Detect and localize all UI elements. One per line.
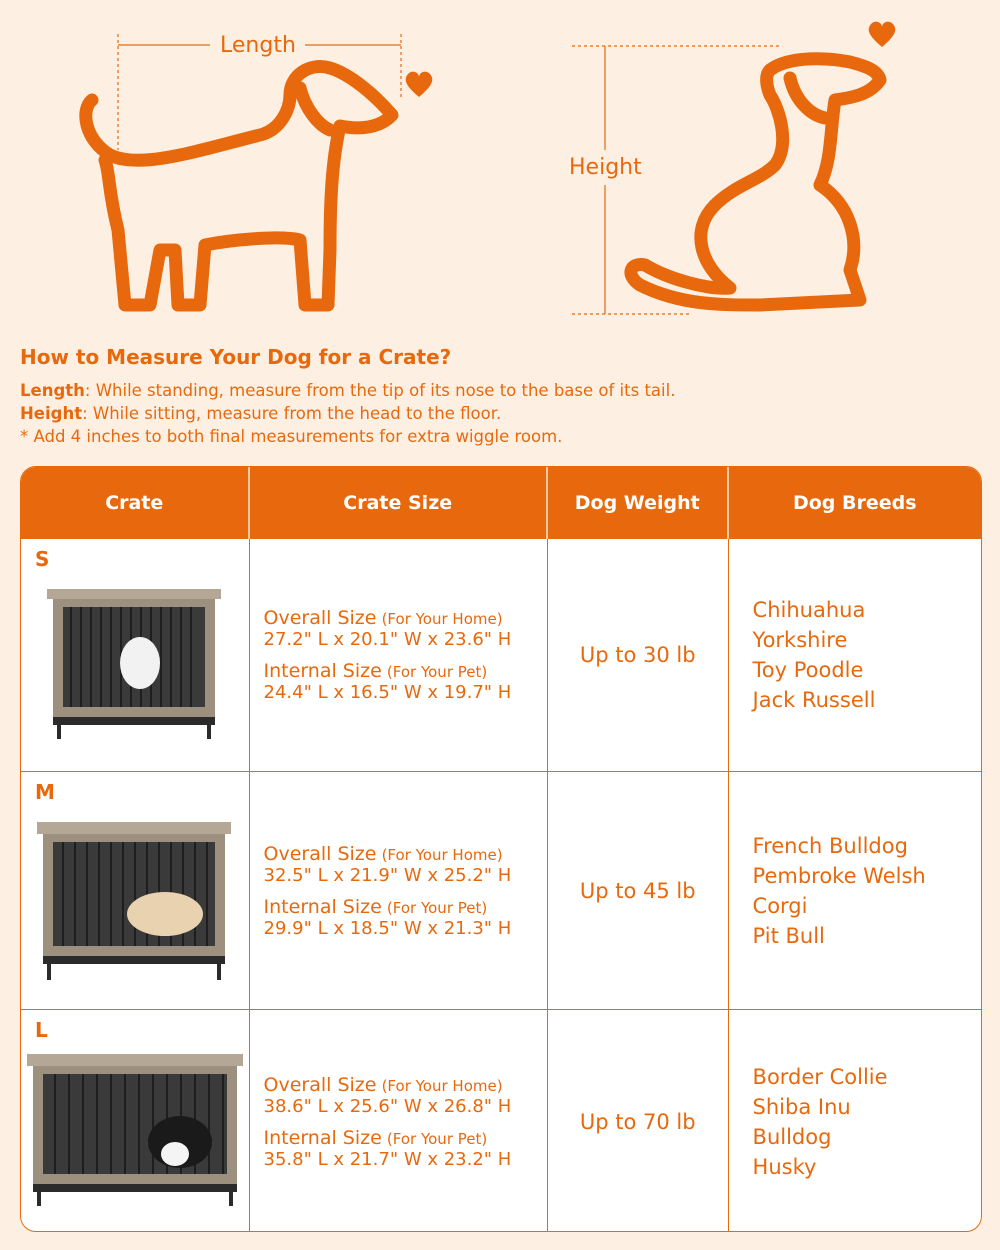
- table-header: [21, 467, 981, 539]
- size-letter: L: [35, 1018, 48, 1042]
- header-crate-size: Crate Size: [250, 467, 548, 539]
- header-crate: Crate: [21, 467, 250, 539]
- sitting-dog-ear: [790, 78, 825, 118]
- breed-item: Yorkshire: [752, 628, 848, 652]
- dog-weight-cell: Up to 30 lb: [548, 539, 729, 771]
- breed-item: Pembroke Welsh: [752, 863, 926, 888]
- crate-cell: [21, 772, 250, 1009]
- breed-item: Toy Poodle: [752, 658, 864, 682]
- instructions-title: How to Measure Your Dog for a Crate?: [20, 345, 452, 369]
- overall-size-label: Overall Size: [263, 1073, 377, 1096]
- internal-size-value: 35.8" L x 21.7" W x 23.2" H: [263, 1148, 512, 1170]
- heart-icon: [406, 72, 433, 97]
- dog-breeds-cell: [729, 772, 981, 1009]
- crate-size-cell: Overall Size (For Your Home) 27.2" L x 20.1" W x 23.6" H Internal Size (For Your Pet) 24.4" L x 16.5" W x 19.7" H: [250, 539, 548, 771]
- crate-size-cell: Overall Size (For Your Home) 32.5" L x 21.9" W x 25.2" H Internal Size (For Your Pet) 29.9" L x 18.5" W x 21.3" H: [250, 772, 548, 1009]
- breed-item: Husky: [752, 1154, 817, 1179]
- dog-breeds-cell: [729, 1010, 981, 1232]
- internal-size-value: 24.4" L x 16.5" W x 19.7" H: [263, 682, 512, 703]
- table-row: [21, 771, 981, 1009]
- table-row: [21, 539, 981, 771]
- breed-item: Border Collie: [752, 1064, 888, 1089]
- overall-size-label: Overall Size: [263, 607, 377, 629]
- internal-size-label: Internal Size: [263, 1126, 382, 1149]
- dog-weight-cell: Up to 45 lb: [548, 772, 729, 1009]
- crate-size-table: [20, 466, 982, 1232]
- dog-weight-cell: Up to 70 lb: [548, 1010, 729, 1232]
- header-dog-breeds: Dog Breeds: [792, 492, 917, 514]
- overall-size-value: 32.5" L x 21.9" W x 25.2" H: [263, 864, 512, 886]
- crate-cell: [21, 1010, 250, 1232]
- internal-size-label: Internal Size: [263, 895, 382, 918]
- header-dog-weight: Dog Weight: [548, 467, 729, 539]
- wiggle-room-note: * Add 4 inches to both final measurements for extra wiggle room.: [20, 427, 563, 446]
- breed-item: Chihuahua: [752, 598, 866, 622]
- sitting-dog-icon: [631, 59, 880, 305]
- table-row: [21, 1009, 981, 1232]
- dog-breeds-cell: [729, 539, 981, 771]
- breed-item: Shiba Inu: [752, 1094, 851, 1119]
- breed-item: Pit Bull: [752, 923, 825, 948]
- length-label: Length: [220, 33, 296, 58]
- breed-item: French Bulldog: [752, 833, 908, 858]
- breed-item: Bulldog: [752, 1124, 832, 1149]
- dog-measure-illustration: [0, 0, 1000, 330]
- measure-instructions: [20, 345, 980, 448]
- standing-dog-ear: [300, 88, 330, 130]
- overall-size-value: 27.2" L x 20.1" W x 23.6" H: [263, 629, 512, 650]
- breed-item: Corgi: [752, 893, 808, 918]
- overall-size-label: Overall Size: [263, 842, 377, 865]
- size-letter: M: [35, 780, 55, 804]
- internal-size-label: Internal Size: [263, 660, 382, 682]
- breed-item: Jack Russell: [752, 688, 876, 712]
- overall-size-value: 38.6" L x 25.6" W x 26.8" H: [263, 1095, 512, 1117]
- length-instruction: Length: While standing, measure from the tip of its nose to the base of its tail.: [20, 381, 676, 400]
- heart-icon: [869, 22, 896, 47]
- internal-size-value: 29.9" L x 18.5" W x 21.3" H: [263, 917, 512, 939]
- crate-image-large: [25, 1050, 245, 1210]
- crate-size-cell: Overall Size (For Your Home) 38.6" L x 25.6" W x 26.8" H Internal Size (For Your Pet) 35.8" L x 21.7" W x 23.2" H: [250, 1010, 548, 1232]
- standing-dog-icon: [86, 67, 392, 305]
- height-instruction: Height: While sitting, measure from the head to the floor.: [20, 404, 502, 423]
- size-letter: S: [35, 547, 50, 571]
- height-label: Height: [569, 155, 642, 180]
- crate-cell: [21, 539, 250, 771]
- crate-image-small: [45, 583, 225, 743]
- crate-image-medium: [35, 816, 235, 986]
